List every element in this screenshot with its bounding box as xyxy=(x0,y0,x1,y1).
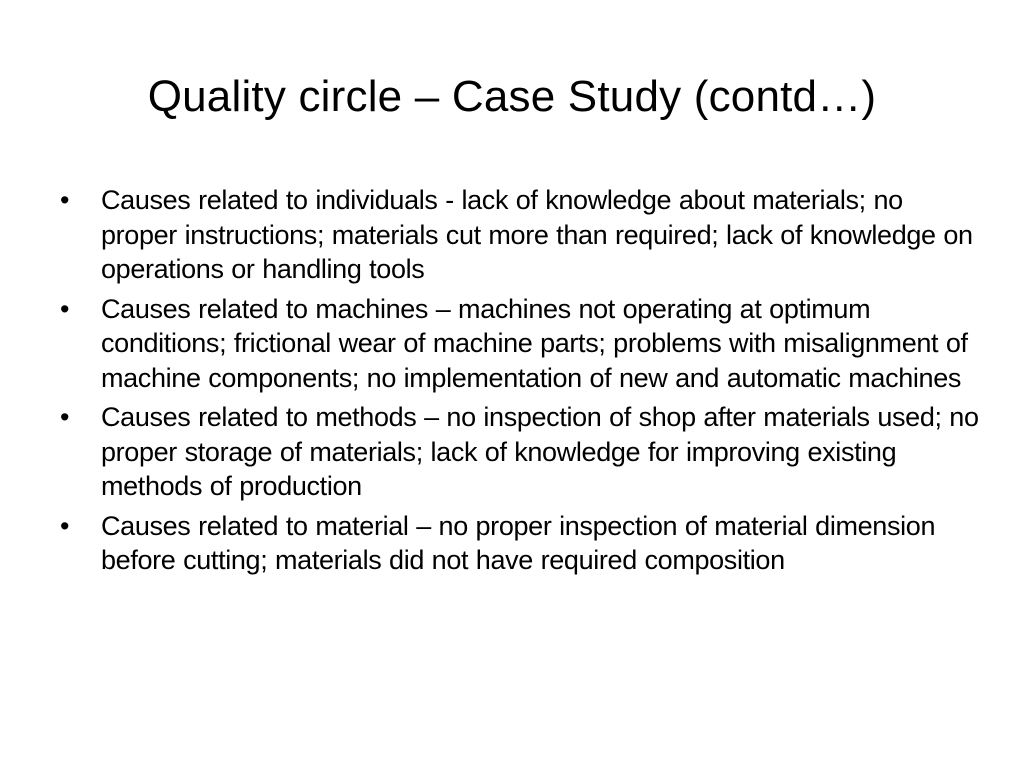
bullet-item-methods xyxy=(60,400,980,504)
bullet-item-material xyxy=(60,509,980,578)
bullet-icon: • xyxy=(60,185,70,215)
bullet-text: Causes related to material – no proper inspection of material dimension before cutting; materials did not have required composition xyxy=(101,510,936,575)
slide-title: Quality circle – Case Study (contd…) xyxy=(147,72,877,121)
bullet-icon: • xyxy=(60,510,70,541)
bullet-text: Causes related to methods – no inspection of shop after materials used; no proper storage of materials; lack of knowledge for improving existing methods of production xyxy=(101,402,979,501)
bullet-item-machines xyxy=(60,292,980,396)
bullet-text: Causes related to machines – machines not operating at optimum conditions; frictional wear of machine parts; problems with misalignment of machine components; no implementation of new and automatic machines xyxy=(101,293,968,393)
bullet-icon: • xyxy=(60,293,70,324)
bullet-item-individuals xyxy=(60,183,980,287)
bullet-text: Causes related to individuals - lack of knowledge about materials; no proper instructions; materials cut more than required; lack of knowledge on operations or handling tools xyxy=(101,185,973,284)
bullet-icon: • xyxy=(60,402,70,432)
bullet-list xyxy=(60,183,980,583)
